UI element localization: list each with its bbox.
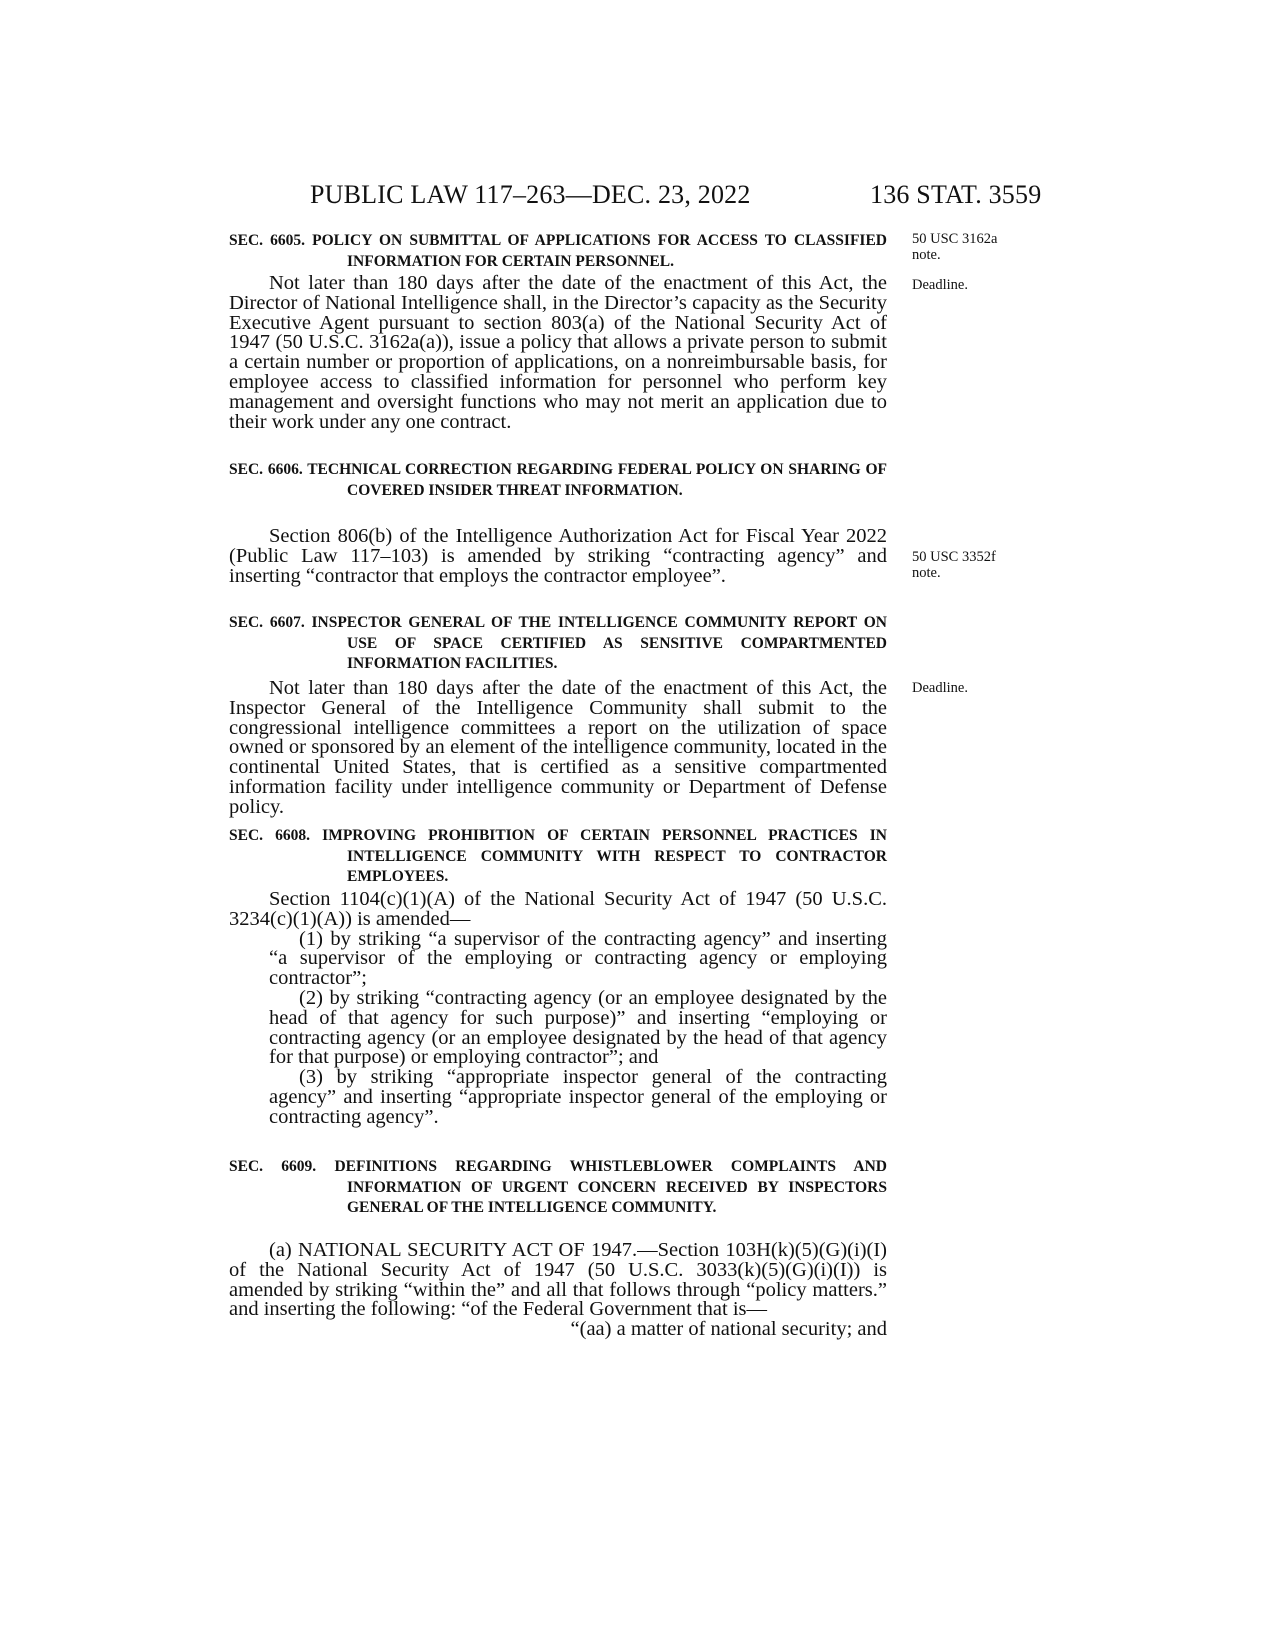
section-heading-text: SEC. 6606. TECHNICAL CORRECTION REGARDING FEDERAL POLICY ON SHARING OF COVERED INSIDER THREAT INFORMATION. <box>229 461 887 499</box>
margin-note-citation-3352f <box>912 549 996 581</box>
section-6605-body <box>229 274 887 432</box>
section-6605 <box>229 231 887 272</box>
section-body-paragraph: (a) NATIONAL SECURITY ACT OF 1947.—Section 103H(k)(5)(G)(i)(I) of the National Security Act of 1947 (50 U.S.C. 3033(k)(5)(G)(i)(I)) is amended by striking “within the” and all that follows through “policy matters.” and inserting the following: “of the Federal Government that is— <box>229 1239 887 1321</box>
section-6609-body <box>229 1241 887 1340</box>
section-body-paragraph: Section 1104(c)(1)(A) of the National Security Act of 1947 (50 U.S.C. 3234(c)(1)(A)) is amended— <box>229 888 887 930</box>
section-heading-text: SEC. 6609. DEFINITIONS REGARDING WHISTLEBLOWER COMPLAINTS AND INFORMATION OF URGENT CONCERN RECEIVED BY INSPECTORS GENERAL OF THE INTELLIGENCE COMMUNITY. <box>229 1158 887 1216</box>
section-6608 <box>229 826 887 888</box>
running-header-title: PUBLIC LAW 117–263—DEC. 23, 2022 <box>310 180 751 209</box>
margin-note-deadline-6605: Deadline. <box>912 277 968 293</box>
section-heading-text: SEC. 6605. POLICY ON SUBMITTAL OF APPLICATIONS FOR ACCESS TO CLASSIFIED INFORMATION FOR CERTAIN PERSONNEL. <box>229 232 887 270</box>
amendment-item-1: (1) by striking “a supervisor of the contracting agency” and inserting “a supervisor of the employing or contracting agency or employing contractor”; <box>269 927 887 990</box>
margin-note-line: note. <box>912 247 941 263</box>
quoted-subclause-aa: “(aa) a matter of national security; and <box>570 1318 887 1341</box>
running-header-page-number: 136 STAT. 3559 <box>870 180 1042 209</box>
section-heading <box>229 826 887 888</box>
section-heading <box>229 1157 887 1219</box>
section-heading <box>229 613 887 675</box>
margin-note-line: 50 USC 3352f <box>912 549 996 565</box>
section-6607-body <box>229 679 887 818</box>
amendment-item-2: (2) by striking “contracting agency (or an employee designated by the head of that agency for such purpose)” and inserting “employing or contracting agency (or an employee designated by the head of that agency for that purpose) or employing contractor”; and <box>269 986 887 1069</box>
section-6606-body <box>229 527 887 586</box>
section-body-paragraph: Not later than 180 days after the date of the enactment of this Act, the Inspector General of the Intelligence Community shall submit to the congressional intelligence committees a report on the utilization of space owned or sponsored by an element of the intelligence community, located in the continental United States, that is certified as a sensitive compartmented information facility under intelligence community or Department of Defense policy. <box>229 677 887 818</box>
section-6607 <box>229 613 887 675</box>
section-heading <box>229 231 887 272</box>
amendment-item-3: (3) by striking “appropriate inspector general of the contracting agency” and inserting “appropriate inspector general of the employing or contracting agency”. <box>269 1066 887 1128</box>
section-body-paragraph: Section 806(b) of the Intelligence Authorization Act for Fiscal Year 2022 (Public Law 117–103) is amended by striking “contracting agency” and inserting “contractor that employs the contractor employee”. <box>229 525 887 587</box>
margin-note-line: 50 USC 3162a <box>912 231 998 247</box>
section-6608-body <box>229 890 887 1128</box>
section-heading-text: SEC. 6608. IMPROVING PROHIBITION OF CERTAIN PERSONNEL PRACTICES IN INTELLIGENCE COMMUNITY WITH RESPECT TO CONTRACTOR EMPLOYEES. <box>229 827 887 885</box>
margin-note-line: note. <box>912 565 941 581</box>
section-6606 <box>229 460 887 501</box>
section-heading <box>229 460 887 501</box>
section-body-paragraph: Not later than 180 days after the date of the enactment of this Act, the Director of National Intelligence shall, in the Director’s capacity as the Security Executive Agent pursuant to section 803(a) of the National Security Act of 1947 (50 U.S.C. 3162a(a)), issue a policy that allows a private person to submit a certain number or proportion of applications, on a nonreimbursable basis, for employee access to classified information for personnel who perform key management and oversight functions who may not merit an application due to their work under any one contract. <box>229 272 887 433</box>
section-6609 <box>229 1157 887 1219</box>
section-heading-text: SEC. 6607. INSPECTOR GENERAL OF THE INTELLIGENCE COMMUNITY REPORT ON USE OF SPACE CERTIFIED AS SENSITIVE COMPARTMENTED INFORMATION FACILITIES. <box>229 614 887 672</box>
margin-note-citation-3162a <box>912 231 997 263</box>
margin-note-deadline-6607: Deadline. <box>912 680 968 696</box>
